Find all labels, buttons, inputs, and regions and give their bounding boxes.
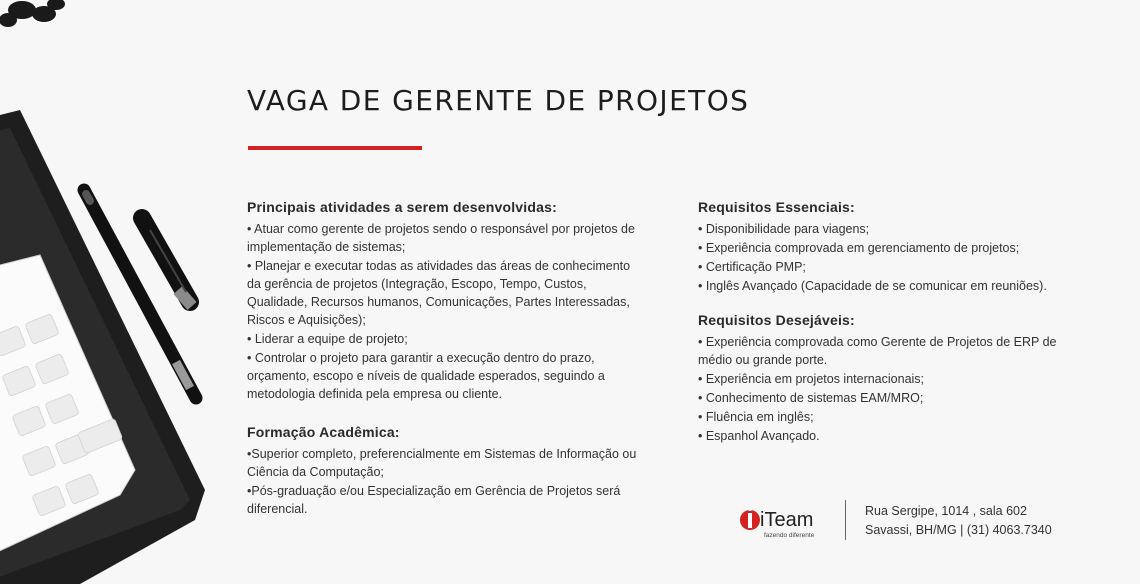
list-item: •Pós-graduação e/ou Especialização em Gerência de Projetos será diferencial. — [247, 484, 621, 516]
education-heading: Formação Acadêmica: — [247, 424, 400, 440]
contact-info — [865, 502, 1052, 540]
list-item: • Liderar a equipe de projeto; — [247, 332, 408, 346]
list-item: • Conhecimento de sistemas EAM/MRO; — [698, 391, 924, 405]
page-title: VAGA DE GERENTE DE PROJETOS — [247, 84, 750, 117]
left-column — [247, 198, 637, 531]
address-line-2: Savassi, BH/MG | (31) 4063.7340 — [865, 523, 1052, 537]
education-section — [247, 423, 637, 518]
logo-wordmark: iTeam — [760, 509, 814, 531]
desirable-list — [698, 333, 1088, 445]
activities-list — [247, 220, 637, 403]
activities-heading: Principais atividades a serem desenvolvidas: — [247, 199, 557, 215]
list-item: • Atuar como gerente de projetos sendo o responsável por projetos de implementação de sistemas; — [247, 222, 635, 254]
list-item: • Fluência em inglês; — [698, 410, 814, 424]
essential-heading: Requisitos Essenciais: — [698, 199, 855, 215]
logo-tagline: fazendo diferente — [764, 532, 815, 539]
plant-icon — [0, 0, 65, 27]
list-item: • Planejar e executar todas as atividades das áreas de conhecimento da gerência de projetos (Integração, Escopo, Tempo, Custos, Qualidade, Recursos humanos, Comunicações, Partes Interessadas, Riscos e Aquisições); — [247, 259, 631, 327]
list-item: • Experiência comprovada como Gerente de Projetos de ERP de médio ou grande porte. — [698, 335, 1057, 367]
essential-list — [698, 220, 1088, 295]
list-item: • Certificação PMP; — [698, 260, 806, 274]
title-underline — [248, 146, 422, 150]
list-item: • Disponibilidade para viagens; — [698, 222, 870, 236]
pen-cap-icon — [142, 218, 192, 306]
desirable-section — [698, 311, 1088, 445]
address-line-1: Rua Sergipe, 1014 , sala 602 — [865, 504, 1027, 518]
right-column — [698, 198, 1088, 458]
education-list — [247, 445, 637, 518]
list-item: • Controlar o projeto para garantir a execução dentro do prazo, orçamento, escopo e níveis de qualidade esperados, seguindo a metodologia definida pela empresa ou cliente. — [247, 351, 605, 401]
activities-section — [247, 198, 637, 403]
list-item: • Inglês Avançado (Capacidade de se comunicar em reuniões). — [698, 279, 1047, 293]
desk-illustration — [0, 0, 240, 584]
list-item: • Experiência em projetos internacionais; — [698, 372, 925, 386]
footer-divider — [845, 500, 846, 540]
list-item: •Superior completo, preferencialmente em Sistemas de Informação ou Ciência da Computação; — [247, 447, 637, 479]
iteam-logo — [738, 500, 833, 540]
list-item: • Experiência comprovada em gerenciamento de projetos; — [698, 241, 1020, 255]
desirable-heading: Requisitos Desejáveis: — [698, 312, 855, 328]
list-item: • Espanhol Avançado. — [698, 429, 820, 443]
essential-section — [698, 198, 1088, 295]
